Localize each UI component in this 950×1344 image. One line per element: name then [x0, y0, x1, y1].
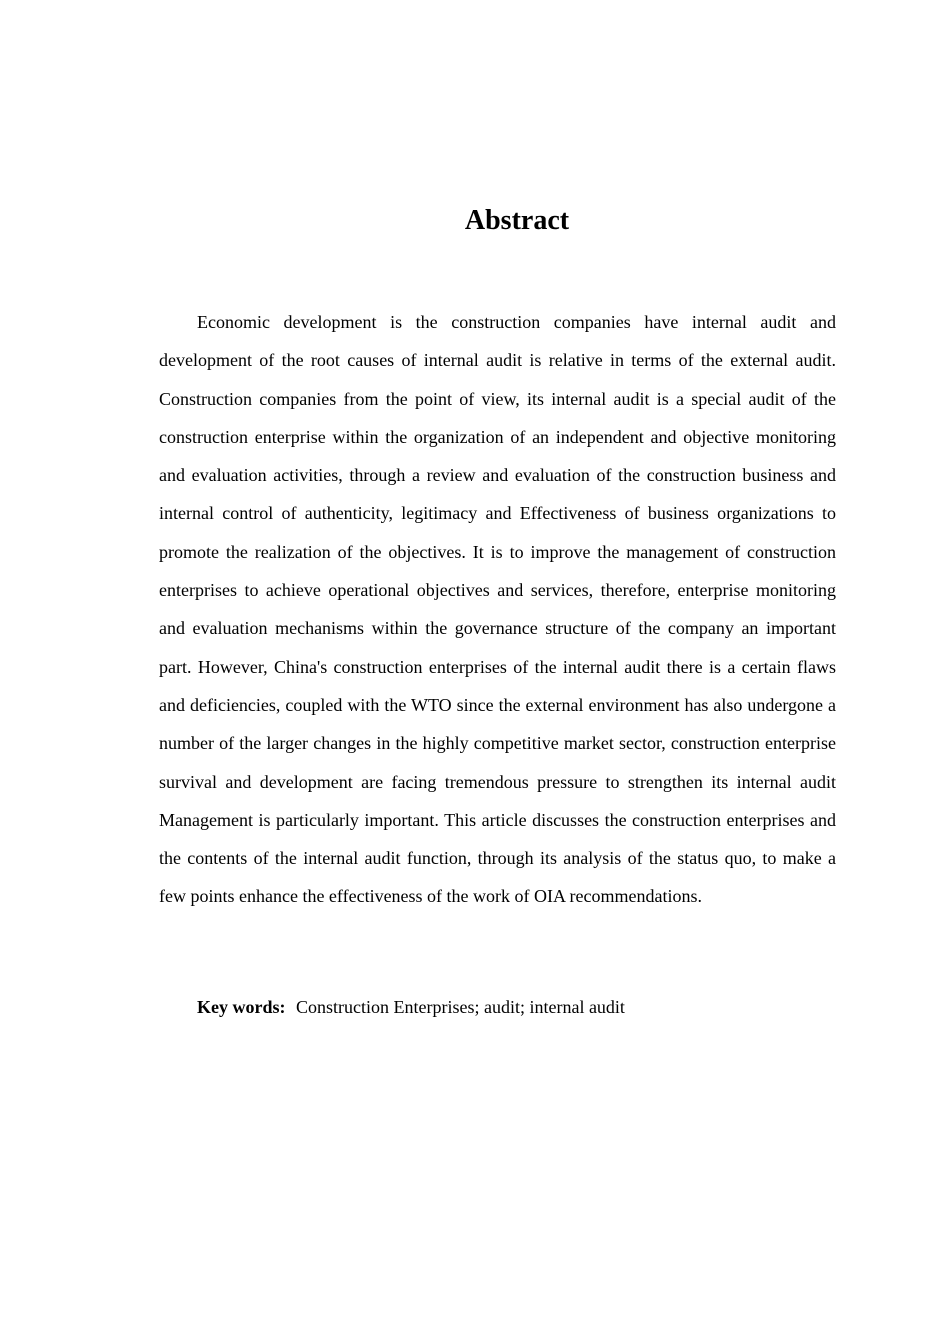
keywords-line [197, 992, 836, 1022]
abstract-body-paragraph: Economic development is the construction companies have internal audit and development of the root causes of internal audit is relative in terms of the external audit. Construction companies from the point of view, its internal audit is a special audit of the construction enterprise within the organization of an independent and objective monitoring and evaluation activities, through a review and evaluation of the construction business and internal control of authenticity, legitimacy and Effectiveness of business organizations to promote the realization of the objectives. It is to improve the management of construction enterprises to achieve operational objectives and services, therefore, enterprise monitoring and evaluation mechanisms within the governance structure of the company an important part. However, China's construction enterprises of the internal audit there is a certain flaws and deficiencies, coupled with the WTO since the external environment has also undergone a number of the larger changes in the highly competitive market sector, construction enterprise survival and development are facing tremendous pressure to strengthen its internal audit Management is particularly important. This article discusses the construction enterprises and the contents of the internal audit function, through its analysis of the status quo, to make a few points enhance the effectiveness of the work of OIA recommendations. [159, 312, 836, 907]
abstract-title: Abstract [464, 205, 570, 236]
keywords-value: Construction Enterprises; audit; internal audit [296, 997, 625, 1017]
keywords-label: Key words: [197, 997, 286, 1017]
